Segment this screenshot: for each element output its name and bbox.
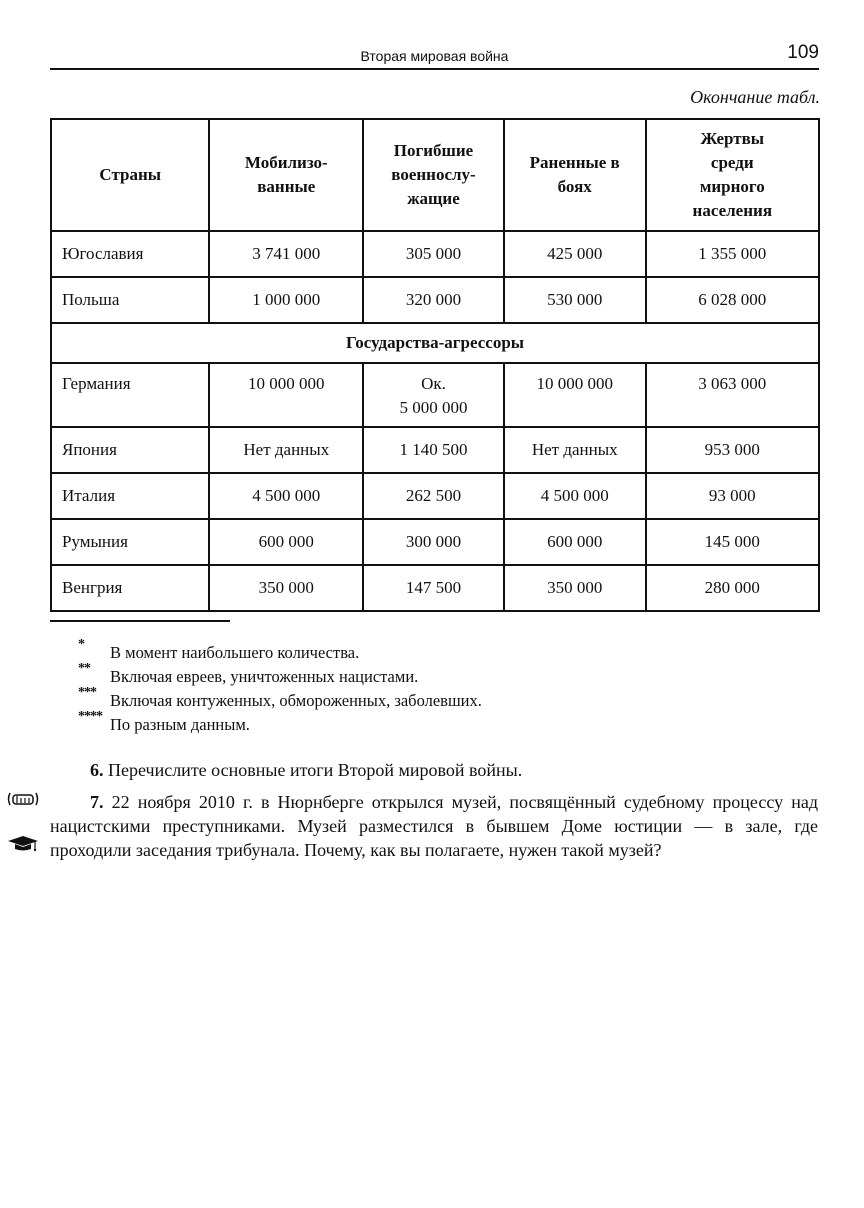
footnote-divider — [50, 620, 230, 622]
cell-civilians: 953 000 — [646, 427, 819, 473]
cell-country: Румыния — [51, 519, 209, 565]
table-row — [51, 565, 819, 611]
task-text: Перечислите основные итоги Второй мировой войны. — [103, 760, 523, 780]
cell-wounded: 10 000 000 — [504, 363, 646, 427]
cell-country: Япония — [51, 427, 209, 473]
cell-civilians: 6 028 000 — [646, 277, 819, 323]
header-text: Страны — [99, 165, 162, 184]
task-6 — [50, 758, 818, 782]
footnote-mark: ** — [78, 661, 90, 676]
header-text: Раненные в боях — [529, 153, 620, 196]
table-row — [51, 427, 819, 473]
graduation-cap-icon — [7, 834, 39, 852]
footnote-text: Включая евреев, уничтоженных нацистами. — [110, 667, 419, 686]
cell-wounded: 600 000 — [504, 519, 646, 565]
internet-resource-icon — [6, 790, 40, 808]
cell-mobilized: 4 500 000 — [209, 473, 363, 519]
footnote-mark: * — [78, 637, 84, 652]
cell-killed: 305 000 — [363, 231, 504, 277]
table-row — [51, 363, 819, 427]
header-text: Мобилизо- ванные — [244, 153, 328, 196]
cell-civilians: 280 000 — [646, 565, 819, 611]
cell-killed: 262 500 — [363, 473, 504, 519]
header-text: Погибшие военнослу- жащие — [391, 141, 476, 208]
task-number: 6. — [90, 760, 104, 780]
cell-mobilized: 600 000 — [209, 519, 363, 565]
footnote-mark: *** — [78, 685, 96, 700]
table-row — [51, 473, 819, 519]
page-number: 109 — [787, 42, 819, 63]
footnote — [78, 709, 482, 737]
casualties-table — [50, 118, 820, 612]
cell-mobilized: 1 000 000 — [209, 277, 363, 323]
cell-killed-line1: Ок. — [421, 374, 446, 393]
cell-country: Польша — [51, 277, 209, 323]
cell-wounded: 4 500 000 — [504, 473, 646, 519]
footnote-mark: **** — [78, 709, 102, 724]
cell-country: Германия — [51, 363, 209, 427]
table-caption: Окончание табл. — [690, 87, 820, 107]
cell-wounded: 350 000 — [504, 565, 646, 611]
table-row — [51, 519, 819, 565]
footnote-text: В момент наибольшего количества. — [110, 643, 360, 662]
footnotes — [78, 637, 482, 737]
cell-country: Италия — [51, 473, 209, 519]
task-text: 22 ноября 2010 г. в Нюрнберге открылся музей, посвящённый судебному процессу над нацистскими преступниками. Музей разместился в бывшем Доме юстиции — в зале, где проходили заседания трибунала. Почему, как вы полагаете, нужен такой музей? — [50, 792, 818, 860]
cell-country: Венгрия — [51, 565, 209, 611]
cell-killed: 147 500 — [363, 565, 504, 611]
tasks — [50, 758, 818, 862]
group-header-row — [51, 323, 819, 363]
column-header-wounded — [504, 119, 646, 231]
cell-civilians: 145 000 — [646, 519, 819, 565]
cell-killed: 320 000 — [363, 277, 504, 323]
cell-mobilized: 350 000 — [209, 565, 363, 611]
column-header-mobilized — [209, 119, 363, 231]
footnote — [78, 685, 482, 713]
running-title: Вторая мировая война — [360, 48, 509, 64]
task-7 — [50, 790, 818, 862]
cell-killed: 1 140 500 — [363, 427, 504, 473]
column-header-countries — [51, 119, 209, 231]
column-header-killed — [363, 119, 504, 231]
cell-killed — [363, 363, 504, 427]
cell-civilians: 93 000 — [646, 473, 819, 519]
cell-killed: 300 000 — [363, 519, 504, 565]
header-text: Жертвы среди мирного населения — [692, 129, 773, 220]
cell-civilians: 1 355 000 — [646, 231, 819, 277]
cell-wounded: 425 000 — [504, 231, 646, 277]
column-header-civilians — [646, 119, 819, 231]
cell-mobilized: 10 000 000 — [209, 363, 363, 427]
cell-civilians: 3 063 000 — [646, 363, 819, 427]
cell-country: Югославия — [51, 231, 209, 277]
cell-wounded: 530 000 — [504, 277, 646, 323]
table-row — [51, 231, 819, 277]
task-number: 7. — [90, 792, 104, 812]
footnote-text: Включая контуженных, обмороженных, заболевших. — [110, 691, 482, 710]
footnote-text: По разным данным. — [110, 715, 250, 734]
table-row — [51, 277, 819, 323]
group-label: Государства-агрессоры — [51, 323, 819, 363]
cell-killed-line2: 5 000 000 — [399, 398, 468, 417]
footnote — [78, 637, 482, 665]
table-header-row — [51, 119, 819, 231]
cell-mobilized: 3 741 000 — [209, 231, 363, 277]
cell-mobilized: Нет данных — [209, 427, 363, 473]
running-header — [50, 44, 819, 70]
cell-wounded: Нет данных — [504, 427, 646, 473]
footnote — [78, 661, 482, 689]
